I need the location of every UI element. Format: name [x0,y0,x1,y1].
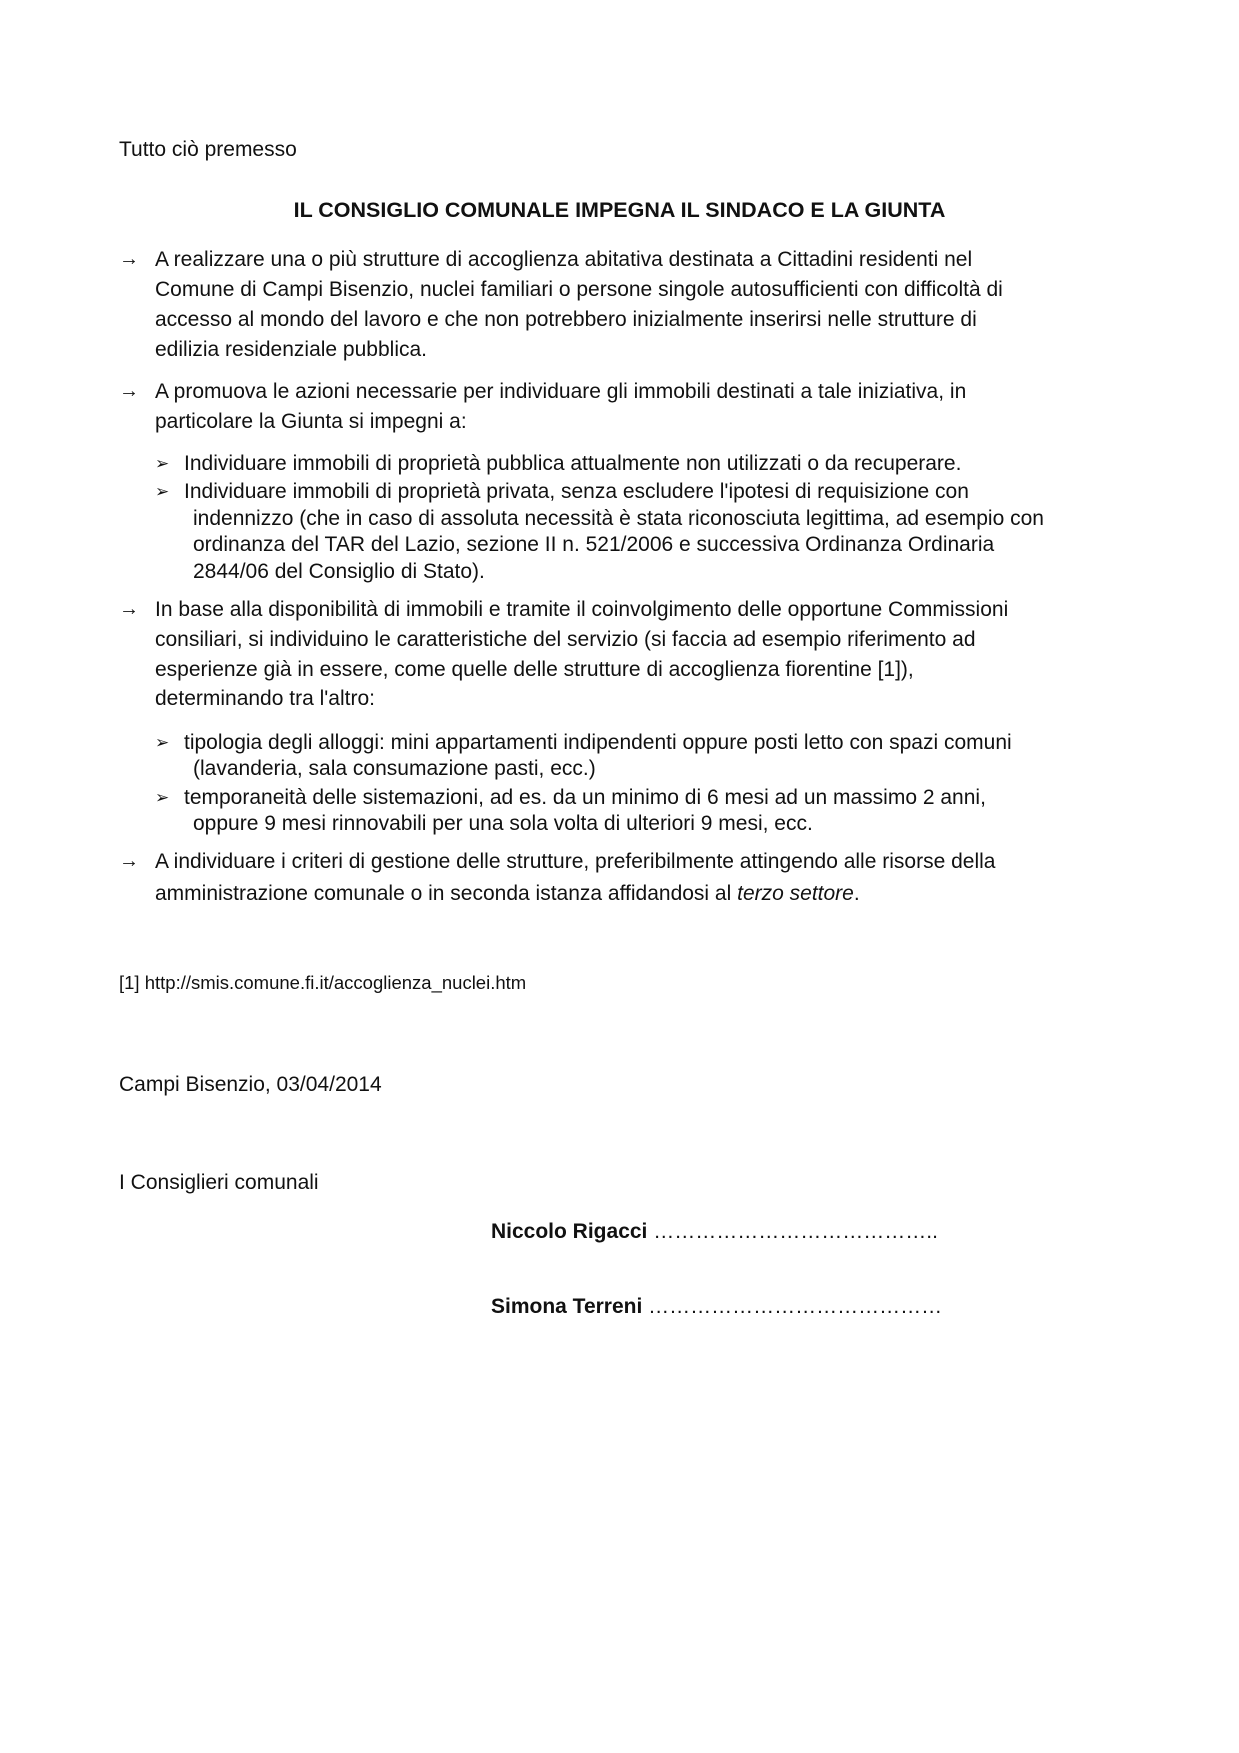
point-2-line-2: particolare la Giunta si impegni a: [155,410,467,433]
signature-line [491,1221,938,1242]
arrow-bullet-icon: → [119,598,139,620]
arrow-bullet-icon: → [119,248,139,270]
point-3-line-4: determinando tra l'altro: [155,687,375,710]
point-4-line-2-end: . [853,882,860,905]
point-3-line-2: consiliari, si individuino le caratteristiche del servizio (si faccia ad esempio riferimento ad [155,628,976,651]
signature-line [491,1296,942,1317]
subpoint-3-2-line-1: temporaneità delle sistemazioni, ad es. da un minimo di 6 mesi ad un massimo 2 anni, [184,786,986,809]
point-3-line-1: In base alla disponibilità di immobili e tramite il coinvolgimento delle opportune Commissioni [155,598,1009,621]
italic-term: terzo settore [737,882,854,905]
point-3-line-3: esperienze già in essere, come quelle delle strutture di accoglienza fiorentine [1]), [155,658,914,681]
triangle-bullet-icon: ➢ [155,482,170,501]
resolution-heading: IL CONSIGLIO COMUNALE IMPEGNA IL SINDACO E LA GIUNTA [293,198,946,222]
point-1-line-3: accesso al mondo del lavoro e che non potrebbero inizialmente inserirsi nelle strutture di [155,308,977,331]
point-4-line-2 [155,883,860,904]
subpoint-3-1-line-2: (lavanderia, sala consumazione pasti, ecc.) [193,757,596,780]
triangle-bullet-icon: ➢ [155,788,170,807]
point-2-line-1: A promuova le azioni necessarie per individuare gli immobili destinati a tale iniziativa, in [155,380,967,403]
intro-text: Tutto ciò premesso [119,138,297,161]
triangle-bullet-icon: ➢ [155,733,170,752]
subpoint-2-2-line-4: 2844/06 del Consiglio di Stato). [193,560,485,583]
subpoint-2-2-line-2: indennizzo (che in caso di assoluta necessità è stata riconosciuta legittima, ad esempio con [193,507,1044,530]
place-date: Campi Bisenzio, 03/04/2014 [119,1073,382,1096]
subpoint-3-1-line-1: tipologia degli alloggi: mini appartamenti indipendenti oppure posti letto con spazi comuni [184,731,1012,754]
point-4-line-1: A individuare i criteri di gestione delle strutture, preferibilmente attingendo alle risorse della [155,850,996,873]
point-4-line-2-text: amministrazione comunale o in seconda istanza affidandosi al [155,882,738,905]
signer-name: Simona Terreni [491,1295,643,1318]
arrow-bullet-icon: → [119,850,139,872]
subpoint-2-2-line-1: Individuare immobili di proprietà privata, senza escludere l'ipotesi di requisizione con [184,480,969,503]
signers-label: I Consiglieri comunali [119,1171,319,1194]
subpoint-2-1-line-1: Individuare immobili di proprietà pubblica attualmente non utilizzati o da recuperare. [184,452,962,475]
signature-dots: ………………………………….. [653,1220,938,1243]
point-1-line-4: edilizia residenziale pubblica. [155,338,427,361]
point-1-line-2: Comune di Campi Bisenzio, nuclei familiari o persone singole autosufficienti con difficoltà di [155,278,1003,301]
footnote: [1] http://smis.comune.fi.it/accoglienza_nuclei.htm [119,972,527,993]
subpoint-2-2-line-3: ordinanza del TAR del Lazio, sezione II n. 521/2006 e successiva Ordinanza Ordinaria [193,533,995,556]
signature-dots: …………………………………… [648,1295,943,1318]
arrow-bullet-icon: → [119,380,139,402]
triangle-bullet-icon: ➢ [155,454,170,473]
point-1-line-1: A realizzare una o più strutture di accoglienza abitativa destinata a Cittadini residenti nel [155,248,973,271]
signer-name: Niccolo Rigacci [491,1220,648,1243]
subpoint-3-2-line-2: oppure 9 mesi rinnovabili per una sola volta di ulteriori 9 mesi, ecc. [193,812,813,835]
